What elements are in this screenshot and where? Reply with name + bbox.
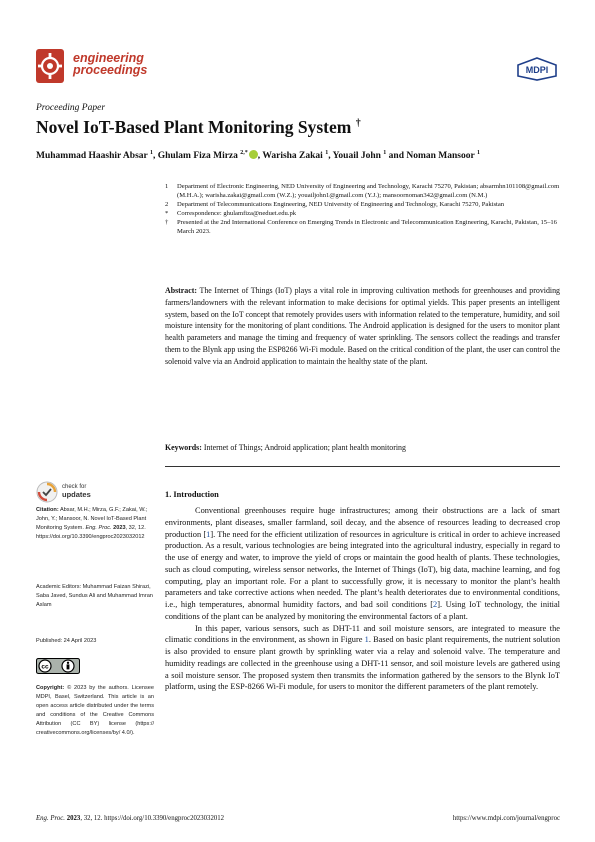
affiliation-mark: † [165,219,169,227]
paragraph-text: Conventional greenhouses require huge infrastructures; among their obstructions are a lack of smart environments, plant diseases, smaller farmland, soil decay, and the absence of resources leading to decreased crop production [ [165,506,560,539]
paragraph [165,623,560,694]
check-updates-label [62,483,91,499]
paragraph-text: ]. The need for the efficient utilization of resources in agriculture is critical in order to achieve increased production. As a result, various technologies are being integrated into the agricultural industry, especially in regard to the use of energy and water, to improve the yield of crops or maintain the good health of plants. These technologies, such as cloud computing, wireless sensor networks, the Internet of Things (IoT), big data, machine learning, and fog computing, play an important role. For a plant to successfully grow, it is necessary to monitor the plant’s health parameters and take corrective actions when needed. The plant’s health deteriorates due to environmental conditions, i.e., high temperatures, abnormal humidity factors, and bad soil conditions [ [165,529,560,609]
copyright-text: © 2023 by the authors. Licensee MDPI, Basel, Switzerland. This article is an open access article distributed under the terms and conditions of the Creative Commons Attribution (CC BY) license (https:// creativecommons.org/licenses/by/ 4.0/). [36,685,154,736]
svg-text:MDPI: MDPI [525,65,549,75]
abstract-text: The Internet of Things (IoT) plays a vital role in improving cultivation methods for greenhouses and providing farmers/landowners with the relevant information to make decisions for optimal yields. This paper presents an intelligent system, based on the IoT concept that remotely provides users with information related to the temperature, humidity, and soil moisture intensity for the monitoring of plant conditions. The Android application is designed for the users to monitor plant health parameters and manage the timing and frequency of water sprinkling. The sensors collect the readings and transfer them to the Blynk app using the ESP8266 Wi-Fi module. Based on the critical condition of the plant, the user can control the solenoid valve via an Android application to maintain the healthy state of the plant. [165,286,560,366]
citation-year: 2023 [113,525,126,531]
author-affil: 1 [383,150,387,156]
affiliation-item [165,218,560,236]
footer-doi[interactable]: , 32, 12. https://doi.org/10.3390/engproc2023032012 [80,815,225,822]
check-updates-line2: updates [62,490,91,499]
keywords-label: Keywords: [165,443,202,452]
affiliation-text: Department of Electronic Engineering, NED University of Engineering and Technology, Karachi 75270, Pakistan; absarmhn101108@gmail.com (M.H.A.); warisha.zakai@gmail.com (W.Z.); youailjohn1@gmail.com (Y.J.); mansoornoman342@gmail.com (N.M.) [177,183,560,200]
copyright-block [36,684,154,738]
citation-journal: Eng. Proc. [85,525,112,531]
citation-rest[interactable]: , 32, 12. https://doi.org/10.3390/engproc2023032012 [36,525,146,540]
author-sep: , [328,151,333,162]
published-date: Published: 24 April 2023 [36,638,97,644]
citation-block [36,506,154,542]
body-text [165,505,560,693]
author-sep: , [257,151,263,162]
journal-name-line2: proceedings [73,63,148,77]
cc-label: cc [41,663,49,671]
footer-journal: Eng. Proc. [36,815,66,822]
citation-link[interactable]: 2 [433,600,438,609]
author-list [36,150,480,161]
article-type: Proceeding Paper [36,103,106,113]
paper-title [36,117,361,138]
author-name[interactable]: Warisha Zakai [262,151,323,162]
paragraph-text: In this paper, various sensors, such as DHT-11 and soil moisture sensors, are integrated to measure the climatic conditions in the environment, as shown in Figure [165,623,560,645]
citation-link[interactable]: 1 [206,529,211,539]
author-name[interactable]: Noman Mansoor [406,151,475,162]
affiliation-text: Presented at the 2nd International Conference on Emerging Trends in Electronic and Telecommunication Engineering, Karachi, Pakistan, 15–16 March 2023. [177,219,557,236]
affiliations [165,182,560,237]
orcid-icon[interactable] [249,150,258,159]
author-sep: and [386,151,407,162]
check-updates-line1: check for [62,484,87,490]
journal-name [73,52,147,76]
author-affil: 1 [476,150,480,156]
affiliation-mark: * [165,210,169,218]
footer-year: 2023 [66,815,81,822]
mdpi-logo-icon [516,57,558,81]
paragraph-text: . Based on basic plant requirements, the nutrient solution is also provided to ensure plant growth by sprinkling water via a relay and solenoid valve. The temperature and humidity readings are collected in the greenhouse using a DHT-11 sensor, and soil moisture levels are gathered using a soil moisture sensor. The proposed system then transmits the information gathered by the sensors to the Blynk IoT platform, using the ESP-8266 Wi-Fi module, for users to monitor the different parameters of the plant remotely. [165,635,560,692]
affiliation-item [165,200,560,209]
title-footnote-mark: † [355,118,361,130]
affiliation-text: Correspondence: ghulamfiza@neduet.edu.pk [177,210,297,218]
section-heading: 1. Introduction [165,490,219,499]
paragraph [165,505,560,623]
check-for-updates-button[interactable] [36,481,154,503]
author-sep: , [152,151,158,162]
author-name[interactable]: Youail John [332,151,381,162]
abstract [165,285,560,368]
author-affil: 2,* [240,150,248,156]
author-affil: 1 [149,150,153,156]
journal-name-line1: engineering [73,51,144,65]
abstract-label: Abstract: [165,286,197,295]
author-name[interactable]: Ghulam Fiza Mirza [157,151,238,162]
keywords-text: Internet of Things; Android application; plant health monitoring [203,443,406,452]
affiliation-mark: 2 [165,201,169,209]
copyright-label: Copyright: [36,685,65,691]
cc-by-license-icon[interactable] [36,658,80,674]
affiliation-item [165,182,560,200]
check-updates-icon [36,481,58,503]
affiliation-mark: 1 [165,183,169,190]
footer-journal-url[interactable]: https://www.mdpi.com/journal/engproc [452,815,560,822]
affiliation-text: Department of Telecommunications Engineering, NED University of Engineering and Technology, Karachi 75270, Pakistan [177,201,505,209]
author-affil: 1 [325,150,329,156]
keywords [165,442,560,453]
journal-logo-icon [36,49,64,83]
figure-link[interactable]: 1 [364,635,369,645]
citation-label: Citation: [36,507,59,513]
citation-text: Absar, M.H.; Mirza, G.F.; Zakai, W.; John, Y.; Mansoor, N. Novel IoT-Based Plant Monitoring System. [36,507,148,531]
affiliation-item [165,209,560,218]
page-footer [36,815,560,822]
paragraph-text: ]. Using IoT technology, the initial conditions of the plant can be analyzed by monitoring the environmental factors of a plant. [165,600,560,621]
author-name[interactable]: Muhammad Haashir Absar [36,151,148,162]
academic-editors: Academic Editors: Muhammad Faizan Shirazi, Saba Javed, Sundus Ali and Muhammad Imran Aslam [36,584,153,608]
paper-title-text: Novel IoT-Based Plant Monitoring System [36,117,352,137]
divider [165,466,560,467]
